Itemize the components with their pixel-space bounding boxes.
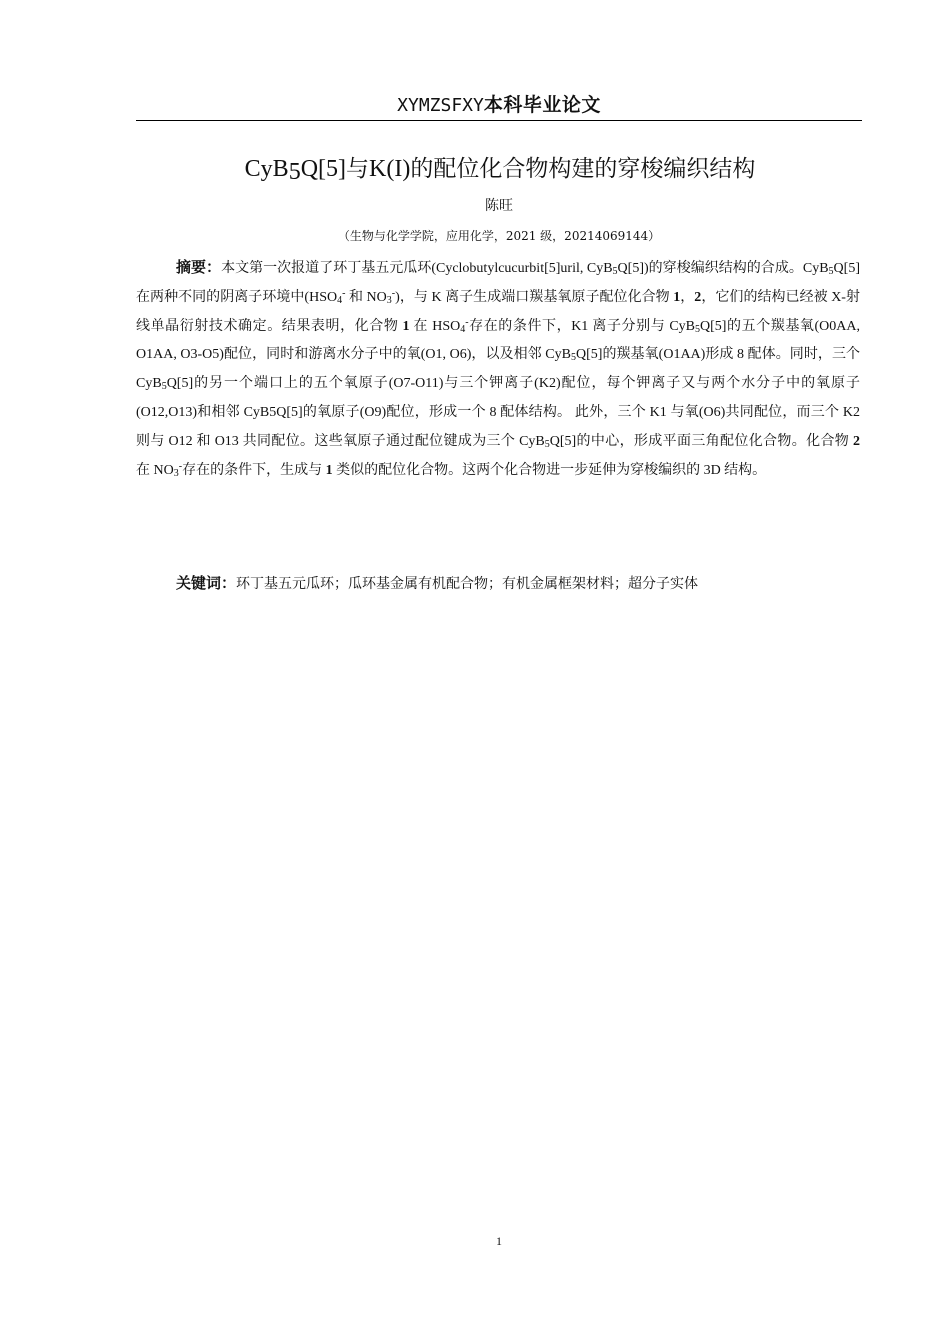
- running-header-latin: XYMZSFXY: [397, 95, 484, 116]
- subscript: 5: [828, 266, 834, 277]
- author-name: 陈旺: [485, 198, 513, 214]
- superscript: -: [178, 460, 183, 472]
- abstract-paragraph: [136, 253, 860, 485]
- abstract-text: 在 HSO: [409, 318, 461, 334]
- keywords-text: 环丁基五元瓜环；瓜环基金属有机配合物；有机金属框架材料；超分子实体: [236, 576, 699, 592]
- compound-number: 1: [402, 318, 410, 334]
- running-header-cjk: 本科毕业论文: [483, 94, 601, 116]
- abstract-text: 在 NO: [136, 462, 174, 478]
- abstract-label: 摘要：: [176, 258, 222, 276]
- superscript: -: [391, 287, 396, 299]
- subscript: 3: [173, 467, 179, 479]
- abstract-text: Q[5]的五个羰基氧(O0AA, O1AA, O3-O5)配位，同时和游离水分子中的氧(O1, O6)，以及相邻 CyB: [136, 318, 861, 363]
- subscript: 4: [337, 294, 343, 306]
- title-part: CyB: [244, 156, 289, 182]
- compound-number: 1: [325, 462, 333, 478]
- abstract-text: 存在的条件下，K1 离子分别与 CyB: [468, 318, 696, 334]
- abstract-text: )，与 K 离子生成端口羰基氧原子配位化合物: [395, 289, 674, 305]
- abstract-text: Q[5])的穿梭编织结构的合成。CyB: [617, 261, 829, 276]
- title-part: Q[5]: [300, 156, 347, 182]
- keywords-label: 关键词：: [176, 574, 237, 592]
- paper-title: [100, 150, 900, 186]
- author-affiliation: （生物与化学学院，应用化学，2021 级，20214069144）: [337, 229, 661, 243]
- title-part: 与: [346, 156, 370, 182]
- subscript: 3: [386, 294, 392, 306]
- subscript: 5: [544, 438, 550, 450]
- abstract-text: ，它们的结构已经被 X-射线单晶衍射技术确定。结果表明，化合物: [136, 289, 861, 334]
- subscript: 5: [161, 381, 167, 393]
- abstract-text: 类似的配位化合物。这两个化合物进一步延伸为穿梭编织的 3D 结构。: [332, 462, 767, 478]
- subscript: 5: [695, 323, 701, 335]
- abstract-text: 和 NO: [345, 289, 387, 305]
- title-subscript: 5: [288, 159, 301, 185]
- abstract-text: Q[5]的中心，形成平面三角配位化合物。化合物: [549, 433, 853, 449]
- keywords-line: [176, 572, 860, 593]
- header-rule: [136, 120, 862, 121]
- abstract-text: Q[5]的羰基氧(O1AA)形成 8 配体。同时，三个 CyB: [136, 347, 860, 392]
- abstract-text: Q[5]在两种不同的阴离子环境中(HSO: [136, 261, 860, 305]
- abstract-text: 本文第一次报道了环丁基五元瓜环(Cyclobutylcucurbit[5]uril, CyB: [221, 261, 613, 276]
- subscript: 4: [460, 323, 466, 335]
- page-number: 1: [496, 1234, 502, 1248]
- abstract-text: ，: [680, 289, 695, 305]
- title-part: 的配位化合物构建的穿梭编织结构: [410, 156, 756, 182]
- subscript: 5: [570, 352, 576, 364]
- compound-number: 2: [694, 289, 702, 305]
- title-part: K(I): [369, 156, 411, 182]
- running-header: [136, 90, 862, 117]
- abstract-text: Q[5]的另一个端口上的五个氧原子(O7-O11)与三个钾离子(K2)配位，每个钾离子又与两个水分子中的氧原子(O12,O13)和相邻 CyB5Q[5]的氧原子(O9)配位，形成一个 8 配体结构。 此外，三个 K1 与氧(O6)共同配位，而三个 K2 则与 O12 和 O13 共同配位。这些氧原子通过配位键成为三个 CyB: [136, 376, 860, 449]
- abstract-text: 存在的条件下，生成与: [182, 462, 326, 478]
- superscript: -: [342, 287, 346, 299]
- subscript: 5: [612, 266, 618, 277]
- compound-number: 2: [853, 433, 860, 449]
- compound-number: 1: [673, 289, 681, 305]
- superscript: -: [465, 316, 469, 328]
